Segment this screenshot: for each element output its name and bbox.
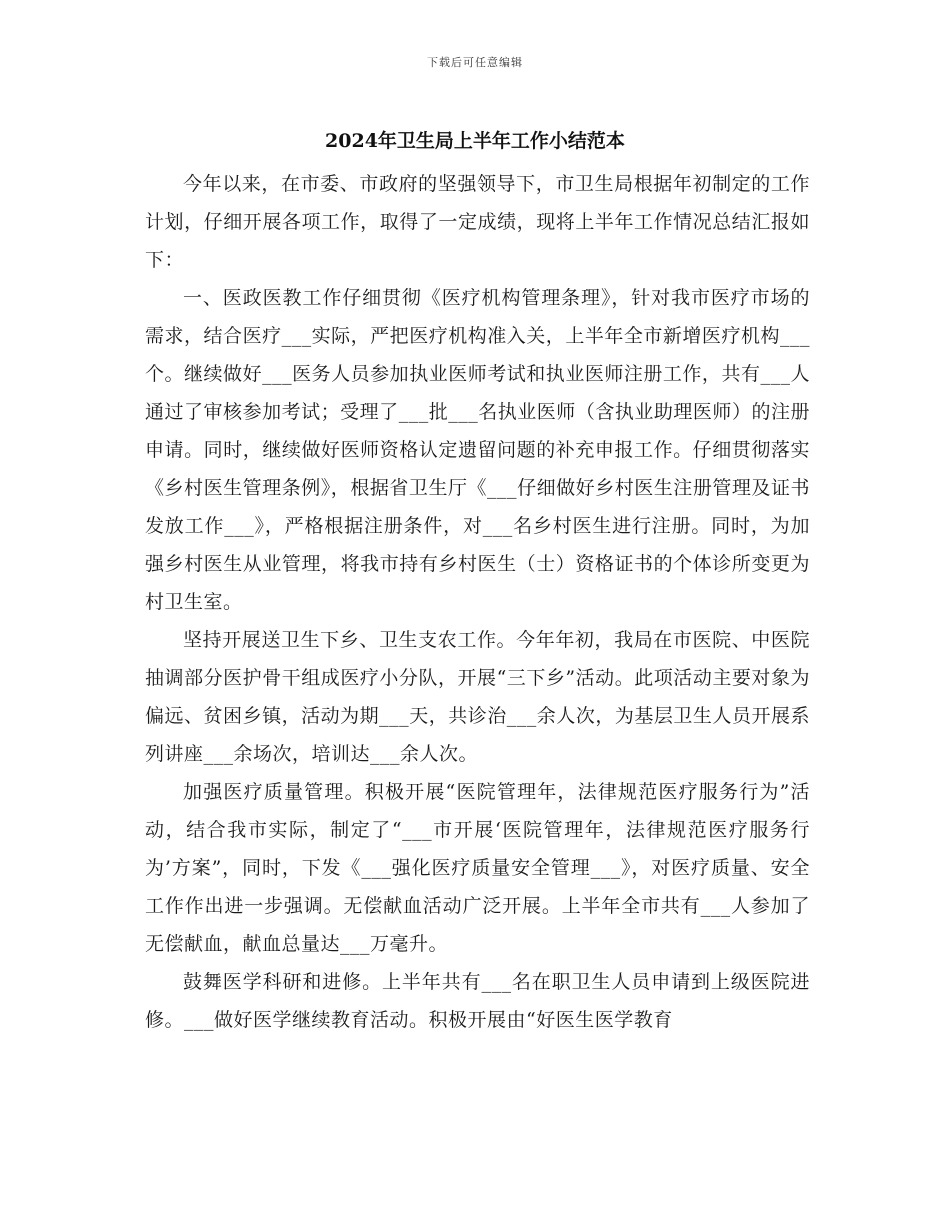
document-body (145, 165, 810, 1039)
paragraph-quality-management: 加强医疗质量管理。积极开展“医院管理年，法律规范医疗服务行为”活动，结合我市实际，制定了“___市开展‘医院管理年，法律规范医疗服务行为’方案”，同时，下发《___强化医疗质量安全管理___》，对医疗质量、安全工作作出进一步强调。无偿献血活动广泛开展。上半年全市共有___人参加了无偿献血，献血总量达___万毫升。 (145, 781, 810, 955)
page-header-note: 下载后可任意编辑 (427, 56, 523, 69)
paragraph-medical-administration: 一、医政医教工作仔细贯彻《医疗机构管理条理》，针对我市医疗市场的需求，结合医疗___实际，严把医疗机构准入关，上半年全市新增医疗机构___个。继续做好___医务人员参加执业医师考试和执业医师注册工作，共有___人通过了审核参加考试；受理了___批___名执业医师（含执业助理医师）的注册申请。同时，继续做好医师资格认定遗留问题的补充申报工作。仔细贯彻落实《乡村医生管理条例》，根据省卫生厅《___仔细做好乡村医生注册管理及证书发放工作___》，严格根据注册条件，对___名乡村医生进行注册。同时，为加强乡村医生从业管理，将我市持有乡村医生（士）资格证书的个体诊所变更为村卫生室。 (145, 287, 810, 613)
document-title: 2024年卫生局上半年工作小结范本 (325, 130, 625, 152)
paragraph-research-training: 鼓舞医学科研和进修。上半年共有___名在职卫生人员申请到上级医院进修。___做好医学继续教育活动。积极开展由“好医生医学教育 (145, 971, 810, 1031)
paragraph-rural-health-support: 坚持开展送卫生下乡、卫生支农工作。今年年初，我局在市医院、中医院抽调部分医护骨干组成医疗小分队，开展“三下乡”活动。此项活动主要对象为偏远、贫困乡镇，活动为期___天，共诊治___余人次，为基层卫生人员开展系列讲座___余场次，培训达___余人次。 (145, 629, 810, 765)
paragraph-intro: 今年以来，在市委、市政府的坚强领导下，市卫生局根据年初制定的工作计划，仔细开展各项工作，取得了一定成绩，现将上半年工作情况总结汇报如下： (145, 173, 810, 271)
